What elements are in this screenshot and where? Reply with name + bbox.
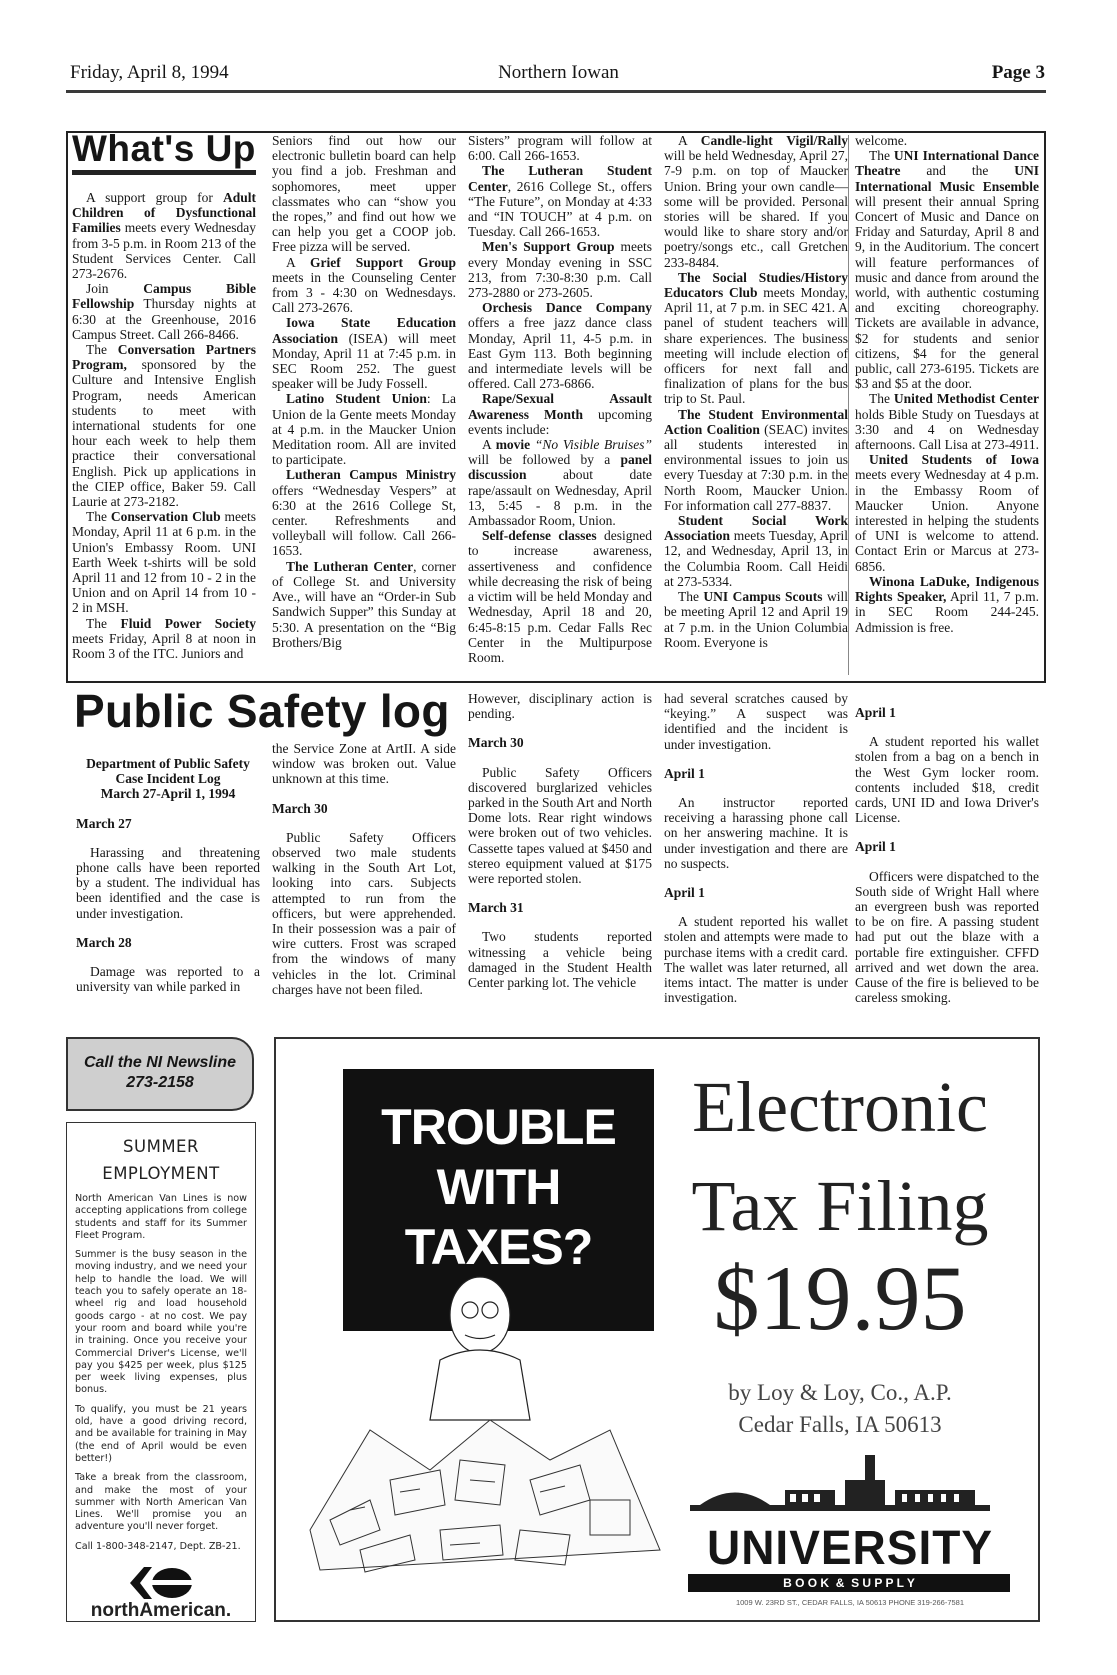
newsline-box bbox=[66, 1037, 254, 1111]
bold-lead: Candle-light Vigil/Rally bbox=[700, 133, 848, 148]
public-safety-title: Public Safety log bbox=[74, 685, 450, 737]
ad-paragraph: Take a break from the classroom, and make the most of your summer with North American Van Lines. We'll promise you an adventure you'll never forget. bbox=[75, 1472, 247, 1533]
text-run: The bbox=[678, 589, 704, 605]
public-safety-column-3 bbox=[468, 691, 652, 990]
paragraph bbox=[272, 467, 456, 558]
text-run: welcome. bbox=[855, 133, 908, 148]
paper-pile-illustration-icon bbox=[290, 1230, 670, 1610]
paragraph bbox=[664, 691, 848, 752]
text-run: the Service Zone at ArtII. A side window was broken out. Value unknown at this time. bbox=[272, 741, 456, 787]
text-run: will present their annual Spring Concert of Music and Dance on Friday and Saturday, April 8 and 9, in the Auditorium. The concert will feature performances of music and dance from around the world, with authentic costuming and exciting choreography. Tickets are available in advance, $2 for students and senior citizens, $4 for the general public, call 273-6195. Tickets are $3 and $5 at the door. bbox=[855, 193, 1039, 392]
ad-phone: Call 1-800-348-2147, Dept. ZB-21. bbox=[75, 1540, 241, 1552]
text-run: Sisters” program will follow at 6:00. Call 266-1653. bbox=[468, 133, 652, 164]
text-run: March 31 bbox=[468, 900, 524, 916]
paragraph bbox=[72, 342, 256, 509]
bold-lead: Adult Children of Dysfunctional Families bbox=[72, 190, 256, 236]
paragraph bbox=[468, 437, 652, 528]
paragraph bbox=[272, 830, 456, 997]
paragraph bbox=[272, 255, 456, 316]
ad-paragraph: North American Van Lines is now accepting applications from college students and staff for its Summer Fleet Program. bbox=[75, 1193, 247, 1241]
bold-lead: UNI International Dance Theatre bbox=[855, 148, 1039, 179]
text-run: April 1 bbox=[664, 885, 705, 901]
text-run: meets Monday, April 11 at 6 p.m. in the Union's Embassy Room. UNI Earth Week t-shirts will be sold April 11 and 12 from 10 - 2 in the Union and on April 14 from 10 - 2 in MSH. bbox=[72, 509, 256, 616]
text-run: (SEAC) invites all students interested in environmental issues to join us every Tuesday at 7:30 p.m. in the North Room, Maucker Union. For information call 277-8837. bbox=[664, 421, 848, 513]
headline-line: WITH bbox=[436, 1159, 561, 1215]
entry-date bbox=[664, 885, 848, 900]
page-number: Page 3 bbox=[991, 62, 1045, 83]
entry-date bbox=[76, 816, 260, 831]
paragraph bbox=[72, 509, 256, 615]
paragraph bbox=[855, 734, 1039, 825]
whats-up-column-3 bbox=[468, 133, 652, 665]
bold-lead: Winona LaDuke, Indigenous Rights Speaker, bbox=[855, 573, 1039, 605]
text-run: Seniors find out how our electronic bulletin board can help you find a job. Freshman and sophomores, meet upper classmates who can “show you the ropes,” and find out how we can help you get a COOP job. Free pizza will be served. bbox=[272, 133, 456, 255]
text-run: March 28 bbox=[76, 934, 132, 950]
headline-line: TAXES? bbox=[404, 1219, 593, 1275]
bold-lead: Fluid Power Society bbox=[120, 615, 256, 631]
paragraph bbox=[76, 756, 260, 771]
text-run: , corner of College St. and University Ave., will have an “Order-in Sub Sandwich Supper” this Sunday at 5:30. A presentation on the “Big Brothers/Big bbox=[272, 558, 456, 650]
newsline-phone: 273-2158 bbox=[126, 1074, 194, 1091]
whats-up-title: What's Up bbox=[72, 128, 256, 169]
issue-date: Friday, April 8, 1994 bbox=[70, 62, 229, 83]
electronic-text: Electronic bbox=[692, 1067, 988, 1147]
paragraph bbox=[468, 528, 652, 665]
text-run: , 2616 College St., offers “The Future”, on Monday at 4:33 and “IN TOUCH” at 4 p.m. on Tuesday. Call 266-1653. bbox=[468, 178, 652, 240]
text-run: meets every Monday evening in SSC 213, from 7:30-8:30 p.m. Call 273-2880 or 273-2605. bbox=[468, 239, 652, 301]
text-run: A student reported his wallet stolen from a bag on a bench in the West Gym locker room. contents included $18, credit cards, UNI ID and Iowa Driver's License. bbox=[855, 734, 1039, 826]
text-run: The bbox=[869, 391, 894, 407]
paragraph bbox=[272, 741, 456, 787]
text-run: will be followed by a bbox=[468, 452, 621, 468]
bold-lead: UNI International Music Ensemble bbox=[855, 163, 1039, 194]
bold-lead: panel discussion bbox=[468, 452, 652, 483]
bold-lead: United Methodist Center bbox=[893, 391, 1039, 407]
bold-lead: United Students of Iowa bbox=[869, 452, 1039, 468]
paragraph bbox=[664, 795, 848, 871]
paragraph bbox=[76, 845, 260, 921]
paragraph bbox=[855, 148, 1039, 391]
text-run: will be meeting April 12 and April 19 at 7 p.m. in the Union Columbia Room. Everyone is bbox=[664, 589, 848, 650]
text-run: Officers were dispatched to the South side of Wright Hall where an evergreen bush was reported to be on fire. A passing student had put out the blaze with a portable fire extinguisher. CFFD arrived and wet down the area. Cause of the fire is believed to be careless smoking. bbox=[855, 868, 1039, 1006]
whats-up-column-5 bbox=[855, 133, 1039, 635]
bold-lead: Rape/Sexual Assault Awareness Month bbox=[468, 391, 652, 422]
bold-lead: Orchesis Dance Company bbox=[482, 300, 652, 316]
paragraph bbox=[272, 133, 456, 255]
ad-title-1: SUMMER bbox=[123, 1137, 199, 1156]
whats-up-column-2 bbox=[272, 133, 456, 650]
paragraph bbox=[855, 452, 1039, 574]
paragraph bbox=[664, 407, 848, 513]
masthead-rule bbox=[66, 90, 1046, 93]
paragraph bbox=[76, 786, 260, 801]
book-supply-bar: B O O K & S U P P L Y bbox=[688, 1574, 1010, 1592]
tax-filing-text: Tax Filing bbox=[691, 1166, 989, 1246]
text-run: meets Monday, April 11, at 7 p.m. in SEC 421. A panel of student teachers will share experiences. The business meeting will include election of officers for next fall and finalization of plans for the bus trip to St. Paul. bbox=[664, 285, 848, 407]
public-safety-column-5 bbox=[855, 691, 1039, 1005]
paragraph bbox=[272, 391, 456, 467]
text-run: A student reported his wallet stolen and attempts were made to purchase items with a credit card. The wallet was later returned, all items intact. The matter is under investigation. bbox=[664, 914, 848, 1006]
paragraph bbox=[468, 239, 652, 300]
bold-lead: The Lutheran Student Center bbox=[468, 163, 652, 194]
bold-lead: The Student Environmental Action Coalition bbox=[664, 406, 848, 437]
text-run: A support group for bbox=[86, 190, 223, 205]
text-run: and the bbox=[900, 163, 1015, 179]
bold-lead: Men's Support Group bbox=[482, 239, 615, 255]
text-run: : La Union de la Gente meets Monday at 4 p.m. in the Maucker Union Meditation room. All are invited to participate. bbox=[272, 391, 456, 468]
text-run: about date rape/assault on Wednesday, April 13, 5:45 - 8 p.m. in the Ambassador Room, Union. bbox=[468, 467, 652, 529]
text-run: March 30 bbox=[272, 800, 328, 816]
text-run: The bbox=[86, 615, 121, 631]
paragraph bbox=[468, 765, 652, 887]
text-run: Join bbox=[86, 281, 144, 297]
paragraph bbox=[468, 133, 652, 163]
bold-lead: The Lutheran Center bbox=[286, 558, 414, 574]
summer-employment-ad bbox=[66, 1122, 256, 1622]
ad-title-2: EMPLOYMENT bbox=[102, 1164, 220, 1183]
text-run: Two students reported witnessing a vehicle being damaged in the Student Health Center parking lot. The vehicle bbox=[468, 929, 652, 991]
text-run: upcoming events include: bbox=[468, 406, 652, 437]
paragraph bbox=[72, 616, 256, 662]
public-safety-column-1 bbox=[76, 756, 260, 994]
text-run: The bbox=[869, 148, 894, 164]
paragraph bbox=[272, 559, 456, 650]
headline-line: TROUBLE bbox=[381, 1099, 616, 1155]
bold-lead: The Social Studies/History Educators Club bbox=[664, 269, 848, 301]
text-run: Thursday nights at 6:30 at the Greenhouse, 2016 Campus Street. Call 266-8466. bbox=[72, 296, 256, 342]
bold-lead: Iowa State Education Association bbox=[272, 315, 456, 346]
text-run: meets every Wednesday at 4 p.m. in the Embassy Room of Maucker Union. Anyone interested in helping the students of UNI is welcome to attend. Contact Erin or Marcus at 273-6856. bbox=[855, 467, 1039, 574]
entry-date bbox=[664, 766, 848, 781]
paragraph bbox=[664, 589, 848, 650]
paragraph bbox=[855, 574, 1039, 635]
whats-up-column-4 bbox=[664, 133, 848, 650]
text-run: holds Bible Study on Tuesdays at 3:30 and 4 on Wednesday afternoons. Call Lisa at 273-4911. bbox=[855, 406, 1039, 453]
bold-lead: movie bbox=[495, 437, 531, 453]
text-run: April 11, 7 p.m. in SEC Room 244-245. Admission is free. bbox=[855, 589, 1039, 635]
paragraph bbox=[72, 190, 256, 281]
paragraph bbox=[664, 133, 848, 270]
bold-lead: Campus Bible Fellowship bbox=[72, 281, 256, 312]
paragraph bbox=[855, 869, 1039, 1006]
text-run: April 1 bbox=[855, 839, 896, 855]
north-american-wordmark: northAmerican. bbox=[90, 1600, 232, 1622]
paragraph bbox=[468, 391, 652, 437]
campus-buildings-icon bbox=[690, 1450, 990, 1525]
text-run: offers a free jazz dance class Monday, April 11, 4-5 p.m. in East Gym 113. Both beginning and intermediate levels will be offered. Call 273-6866. bbox=[468, 315, 652, 392]
paragraph bbox=[664, 270, 848, 407]
preparer-city: Cedar Falls, IA 50613 bbox=[738, 1412, 942, 1437]
text-run: designed to increase awareness, assertiveness and confidence while decreasing the risk of being a victim will be held Monday and Wednesday, April 18 and 20, 6:45-8:15 p.m. Cedar Falls Rec Center in the Multipurpose Room. bbox=[468, 528, 652, 665]
text-run: had several scratches caused by “keying.” A suspect was identified and the incident is under investigation. bbox=[664, 691, 848, 752]
paragraph bbox=[855, 133, 1039, 148]
text-run: will be held Wednesday, April 27, 7-9 p.m. on top of Maucker Union. Bring your own candle— some will be provided. Personal stories will be shared. If you would like to share story and/or poetry/songs etc., call Gretchen 233-8484. bbox=[664, 148, 848, 270]
ad-paragraph: Summer is the busy season in the moving industry, and we need your help to handle the load. We will teach you to safely operate an 18-wheel rig and load household goods cargo - at no cost. We pay your room and board while you're in training. Once you receive your Commercial Driver's License, we'll pay you $425 per week, plus $125 per week living expenses, plus bonus. bbox=[75, 1249, 247, 1396]
bold-lead: Conversation Partners Program, bbox=[72, 342, 256, 373]
university-store-name: UNIVERSITY bbox=[706, 1519, 994, 1575]
price: $19.95 bbox=[713, 1247, 967, 1349]
text-run: April 1 bbox=[664, 765, 705, 781]
entry-date bbox=[76, 935, 260, 950]
paragraph bbox=[855, 391, 1039, 452]
text-run: An instructor reported receiving a harassing phone call on her answering machine. It is under investigation and there are no suspects. bbox=[664, 795, 848, 871]
bold-lead: Latino Student Union bbox=[286, 391, 427, 407]
text-run: March 27-April 1, 1994 bbox=[100, 786, 236, 802]
text-run: A bbox=[678, 133, 701, 148]
public-safety-column-4 bbox=[664, 691, 848, 1005]
text-run: offers “Wednesday Vespers” at 6:30 at the 2616 College St, center. Refreshments and volleyball will follow. Call 266-1653. bbox=[272, 482, 456, 559]
text-run: A bbox=[482, 437, 496, 453]
text-run: Department of Public Safety bbox=[86, 756, 250, 771]
text-run: sponsored by the Culture and Intensive English Program, needs American students to meet with international students for one hour each week to help them practice their conversational English. Pick up applications in the CIEP office, Baker 59. Call Laurie at 273-2182. bbox=[72, 357, 256, 510]
text-run: However, disciplinary action is pending. bbox=[468, 691, 652, 722]
preparer-name: by Loy & Loy, Co., A.P. bbox=[728, 1380, 952, 1405]
paragraph bbox=[468, 300, 652, 391]
newspaper-name: Northern Iowan bbox=[498, 62, 619, 83]
newsline-label: Call the NI Newsline bbox=[83, 1054, 237, 1071]
column-rule bbox=[848, 135, 849, 675]
text-run: meets Tuesday, April 12, and Wednesday, April 13, in the Columbia Room. Call Heidi at 273-5334. bbox=[664, 528, 848, 589]
bold-lead: Self-defense classes bbox=[482, 528, 597, 544]
text-run: Public Safety Officers observed two male students walking in the South Art Lot, looking into cars. Subjects attempted to run from the officers, but were apprehended. In their possession was a pair of wire cutters. Frost was scraped from the windows of many vehicles in the lot. Criminal charges have not been filed. bbox=[272, 829, 456, 997]
paragraph bbox=[468, 163, 652, 239]
text-run: Public Safety Officers discovered burglarized vehicles parked in the South Art and North Dome lots. Rear right windows were broken out of two vehicles. Cassette tapes valued at $450 and stereo equipment valued at $175 were reported stolen. bbox=[468, 764, 652, 887]
paragraph bbox=[272, 315, 456, 391]
bold-lead: Student Social Work Association bbox=[664, 513, 848, 544]
store-address: 1009 W. 23RD ST., CEDAR FALLS, IA 50613 PHONE 319-266-7581 bbox=[735, 1598, 965, 1607]
text-run: April 1 bbox=[855, 705, 896, 720]
text-run: March 27 bbox=[76, 815, 132, 831]
bold-lead: Conservation Club bbox=[110, 509, 221, 525]
text-run: March 30 bbox=[468, 735, 524, 751]
text-run: The bbox=[86, 342, 118, 358]
entry-date bbox=[855, 839, 1039, 854]
entry-date bbox=[855, 705, 1039, 720]
paragraph bbox=[72, 281, 256, 342]
text-run: “No Visible Bruises” bbox=[534, 437, 652, 453]
text-run: Damage was reported to a university van while parked in bbox=[76, 964, 260, 995]
text-run: (ISEA) will meet Monday, April 11 at 7:45 p.m. in SEC Room 252. The guest speaker will be Judy Fossell. bbox=[272, 330, 456, 392]
paragraph bbox=[76, 964, 260, 994]
whats-up-column-1 bbox=[72, 190, 256, 661]
entry-date bbox=[272, 801, 456, 816]
bold-lead: Lutheran Campus Ministry bbox=[286, 467, 456, 483]
paragraph bbox=[664, 513, 848, 589]
text-run: meets Friday, April 8 at noon in Room 3 of the ITC. Juniors and bbox=[72, 630, 256, 662]
paragraph bbox=[664, 914, 848, 1005]
bold-lead: UNI Campus Scouts bbox=[703, 589, 823, 605]
text-run: meets in the Counseling Center from 3 - 4:30 on Wednesdays. Call 273-2676. bbox=[272, 269, 456, 316]
entry-date bbox=[468, 900, 652, 915]
paragraph bbox=[468, 929, 652, 990]
text-run: The bbox=[86, 509, 111, 525]
bold-lead: Grief Support Group bbox=[310, 254, 456, 270]
public-safety-column-2 bbox=[272, 741, 456, 997]
ad-paragraph: To qualify, you must be 21 years old, have a good driving record, and be available for training in May (the end of April would be even better!) bbox=[75, 1403, 247, 1464]
north-american-logo-icon bbox=[126, 1563, 196, 1603]
whats-up-underline bbox=[72, 170, 256, 175]
text-run: Case Incident Log bbox=[115, 771, 221, 787]
entry-date bbox=[468, 735, 652, 750]
text-run: A bbox=[286, 254, 310, 270]
text-run: meets every Wednesday from 3-5 p.m. in Room 213 of the Student Services Center. Call 273-2676. bbox=[72, 220, 256, 282]
paragraph bbox=[468, 691, 652, 721]
paragraph bbox=[76, 771, 260, 786]
text-run: Harassing and threatening phone calls have been reported by a student. The individual has been identified and the case is under investigation. bbox=[76, 844, 260, 921]
